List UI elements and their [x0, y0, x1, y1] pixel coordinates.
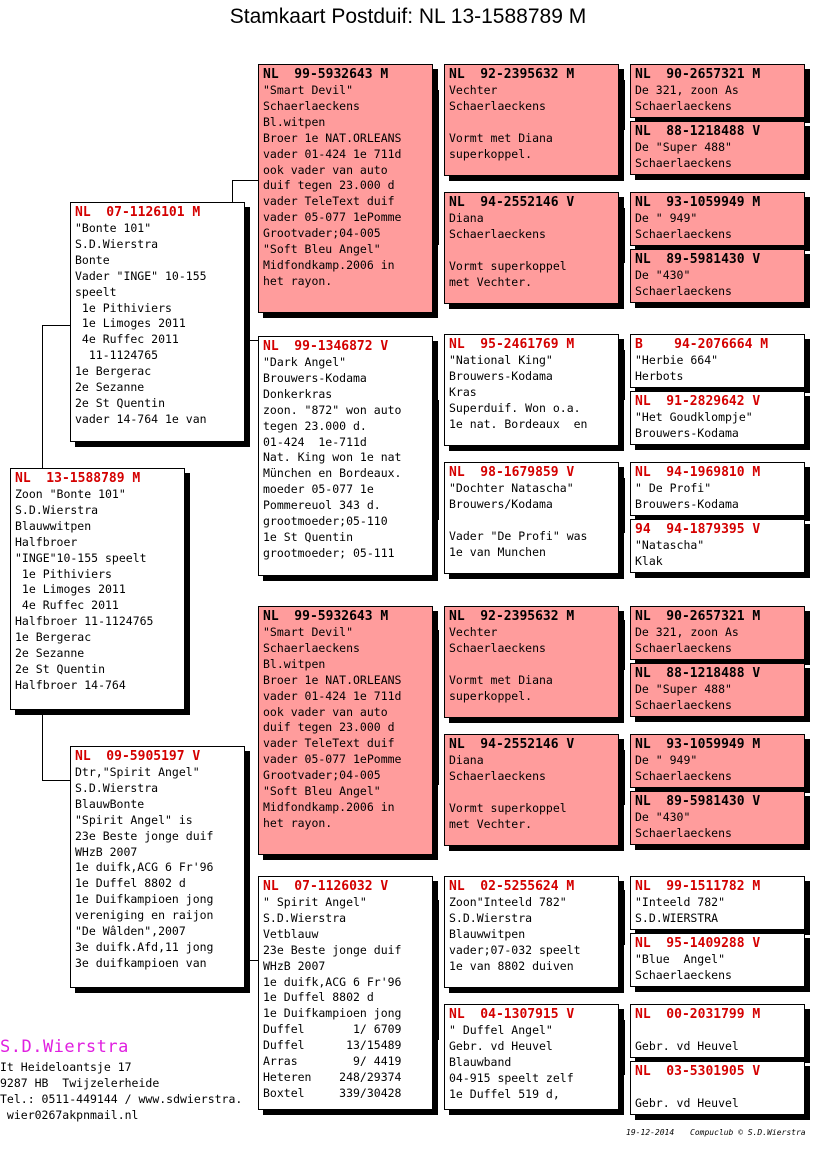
pedigree-card-g7 — [630, 462, 805, 516]
pedigree-text-line: vader 01-424 1e 711d — [263, 688, 402, 703]
pedigree-text-line: Brouwers/Kodama — [449, 496, 553, 511]
pedigree-text-line: München en Bordeaux. — [263, 466, 402, 481]
connector-line — [232, 180, 258, 181]
connector-line — [624, 350, 625, 400]
pedigree-text-line: Blauwband — [449, 1054, 512, 1069]
pedigree-text-line: Schaerlaeckens — [635, 155, 732, 170]
pedigree-text-line: met Vechter. — [449, 816, 533, 831]
pedigree-card-ffm — [444, 192, 619, 304]
pedigree-text-line — [449, 657, 615, 673]
pedigree-text-line: Schaerlaeckens — [635, 697, 732, 712]
pedigree-card-g13 — [630, 876, 805, 930]
pedigree-text-line: Schaerlaeckens — [635, 283, 732, 298]
pedigree-text-line: Arras 9/ 4419 — [263, 1054, 402, 1069]
pedigree-text-line: tegen 23.000 d. — [263, 418, 367, 433]
pedigree-text-line: Duffel 1/ 6709 — [263, 1022, 402, 1037]
ring-number: NL 90-2657321 M — [635, 67, 761, 82]
pedigree-text-line: Grootvader;04-005 — [263, 768, 381, 783]
pedigree-text-line: vader TeleText duif — [263, 736, 395, 751]
connector-line — [438, 90, 439, 245]
pedigree-text-line: 23e Beste jonge duif — [263, 942, 402, 957]
connector-line — [624, 80, 625, 130]
pedigree-card-g12 — [630, 791, 805, 845]
pedigree-text-line: zoon. "872" won auto — [263, 402, 402, 417]
pedigree-text-line: Midfondkamp.2006 in — [263, 257, 395, 272]
pedigree-card-mother-mother — [258, 876, 433, 1110]
connector-line — [438, 900, 439, 1040]
pedigree-text-line: vader 05-077 1ePomme — [263, 752, 402, 767]
pedigree-text-line: Superduif. Won o.a. — [449, 400, 581, 415]
pedigree-text-line: S.D.Wierstra — [15, 502, 99, 517]
pedigree-text-line: Vormt superkoppel — [449, 258, 567, 273]
pedigree-text-line: superkoppel. — [449, 146, 533, 161]
pedigree-card-fmf — [444, 334, 619, 446]
ring-number: NL 99-5932643 M — [263, 609, 389, 624]
pedigree-card-g16 — [630, 1061, 805, 1115]
pedigree-text-line: "Smart Devil" — [263, 625, 354, 639]
pedigree-text-line: BlauwBonte — [75, 796, 145, 811]
ring-number: NL 95-2461769 M — [449, 337, 575, 352]
connector-line — [624, 620, 625, 670]
pedigree-text-line: "Soft Bleu Angel" — [263, 784, 381, 799]
connector-line — [42, 780, 70, 781]
pedigree-text-line: Duffel 13/15489 — [263, 1038, 402, 1053]
pedigree-text-line: Diana — [449, 211, 484, 225]
pedigree-text-line: S.D.Wierstra — [449, 910, 533, 925]
pedigree-text-line: De "430" — [635, 810, 691, 824]
pedigree-text-line: Schaerlaeckens — [449, 98, 546, 113]
pedigree-text-line: Boxtel 339/30428 — [263, 1085, 402, 1100]
pedigree-text-line: "Blue Angel" — [635, 952, 726, 966]
pedigree-text-line: 1e Duifkampioen jong — [75, 892, 214, 907]
pedigree-text-line: "Dochter Natascha" — [449, 481, 574, 495]
pedigree-text-line: Halfbroer — [15, 534, 78, 549]
ring-number: NL 89-5981430 V — [635, 252, 761, 267]
pedigree-text-line: S.D.Wierstra — [263, 910, 347, 925]
pedigree-text-line: grootmoeder; 05-111 — [263, 545, 395, 560]
pedigree-text-line: Vormt met Diana — [449, 672, 553, 687]
pedigree-text-line: "INGE"10-155 speelt — [15, 550, 147, 565]
pedigree-text-line: het rayon. — [263, 815, 333, 830]
pedigree-text-line: Gebr. vd Heuvel — [635, 1038, 739, 1053]
pedigree-card-fmm — [444, 462, 619, 574]
pedigree-text-line: " Spirit Angel" — [263, 895, 367, 909]
pedigree-text-line: Vechter — [449, 83, 498, 97]
pedigree-text-line: 1e duifk,ACG 6 Fr'96 — [263, 974, 402, 989]
ring-number: NL 02-5255624 M — [449, 879, 575, 894]
pedigree-card-g3 — [630, 192, 805, 246]
pedigree-text-line: Halfbroer 14-764 — [15, 677, 126, 692]
pedigree-card-g10 — [630, 663, 805, 717]
connector-line — [438, 400, 439, 520]
pedigree-card-g6 — [630, 391, 805, 445]
pedigree-text-line: 2e Sezanne — [15, 646, 85, 661]
pedigree-card-mff — [444, 606, 619, 718]
pedigree-text-line: Vechter — [449, 625, 498, 639]
pedigree-text-line: Vader "INGE" 10-155 — [75, 268, 207, 283]
pedigree-text-line: Vormt met Diana — [449, 130, 553, 145]
pedigree-text-line: Bl.witpen — [263, 656, 326, 671]
pedigree-text-line: 1e duifk,ACG 6 Fr'96 — [75, 860, 214, 875]
pedigree-text-line: "Inteeld 782" — [635, 895, 726, 909]
ring-number: NL 09-5905197 V — [75, 749, 201, 764]
pedigree-text-line: "Spirit Angel" is — [75, 812, 193, 827]
ring-number: 94 94-1879395 V — [635, 522, 761, 537]
pedigree-text-line: Diana — [449, 753, 484, 767]
pedigree-card-g14 — [630, 933, 805, 987]
pedigree-text-line: De "430" — [635, 268, 691, 282]
pedigree-text-line: WHzB 2007 — [75, 844, 138, 859]
pedigree-text-line: De 321, zoon As — [635, 83, 739, 97]
pedigree-text-line: Pommereuol 343 d. — [263, 498, 381, 513]
ring-number: NL 88-1218488 V — [635, 124, 761, 139]
pedigree-text-line: "Natascha" — [635, 538, 705, 552]
pedigree-card-father-mother — [258, 336, 433, 576]
pedigree-text-line: "Herbie 664" — [635, 353, 719, 367]
pedigree-text-line: Schaerlaeckens — [449, 640, 546, 655]
pedigree-text-line: 1e Bergerac — [15, 630, 92, 645]
connector-line — [624, 1020, 625, 1075]
pedigree-text-line: 3e duifk.Afd,11 jong — [75, 939, 214, 954]
pedigree-text-line: speelt — [75, 284, 117, 299]
connector-line — [624, 478, 625, 533]
pedigree-text-line: "Het Goudklompje" — [635, 410, 753, 424]
pedigree-text-line: 1e Pithiviers — [15, 566, 112, 581]
pedigree-text-line — [449, 513, 615, 529]
pedigree-text-line: vader 14-764 1e van — [75, 411, 207, 426]
pedigree-text-line: Grootvader;04-005 — [263, 226, 381, 241]
ring-number: NL 89-5981430 V — [635, 794, 761, 809]
pedigree-text-line: "De Wâlden",2007 — [75, 924, 186, 939]
pedigree-text-line: Schaerlaeckens — [263, 98, 360, 113]
pedigree-text-line: Bonte — [75, 252, 110, 267]
pedigree-card-g9 — [630, 606, 805, 660]
pedigree-text-line: 1e Limoges 2011 — [15, 582, 126, 597]
connector-line — [624, 750, 625, 805]
ring-number: NL 88-1218488 V — [635, 666, 761, 681]
pedigree-text-line: Donkerkras — [263, 386, 333, 401]
pedigree-text-line: Schaerlaeckens — [449, 226, 546, 241]
ring-number: NL 07-1126101 M — [75, 205, 201, 220]
connector-line — [42, 325, 70, 326]
pedigree-text-line: 2e St Quentin — [75, 395, 166, 410]
pedigree-card-g8 — [630, 519, 805, 573]
pedigree-text-line: 2e Sezanne — [75, 380, 145, 395]
pedigree-text-line: Halfbroer 11-1124765 — [15, 614, 154, 629]
pedigree-text-line: De "Super 488" — [635, 682, 732, 696]
pedigree-card-g15 — [630, 1004, 805, 1058]
pedigree-text-line: Schaerlaeckens — [635, 640, 732, 655]
ring-number: NL 00-2031799 M — [635, 1007, 761, 1022]
pedigree-text-line: 1e Limoges 2011 — [75, 316, 186, 331]
pedigree-text-line: moeder 05-077 1e — [263, 482, 374, 497]
pedigree-text-line: Vader "De Profi" was — [449, 528, 588, 543]
connector-line — [42, 710, 43, 780]
pedigree-card-mmf — [444, 876, 619, 988]
pedigree-text-line: "National King" — [449, 353, 553, 367]
pedigree-text-line: Schaerlaeckens — [635, 226, 732, 241]
pedigree-text-line: Schaerlaeckens — [449, 768, 546, 783]
owner-name: S.D.Wierstra — [0, 1037, 129, 1057]
pedigree-text-line: Schaerlaeckens — [635, 967, 732, 982]
ring-number: NL 07-1126032 V — [263, 879, 389, 894]
pedigree-text-line: Klak — [635, 553, 663, 568]
pedigree-card-g5 — [630, 334, 805, 388]
pedigree-card-mother — [70, 746, 245, 988]
pedigree-text-line: vader 05-077 1ePomme — [263, 210, 402, 225]
pedigree-text-line: Broer 1e NAT.ORLEANS — [263, 130, 402, 145]
pedigree-text-line — [449, 785, 615, 801]
ring-number: NL 99-1511782 M — [635, 879, 761, 894]
pedigree-text-line: Vetblauw — [263, 926, 319, 941]
ring-number: NL 99-1346872 V — [263, 339, 389, 354]
pedigree-text-line: 1e St Quentin — [263, 529, 354, 544]
pedigree-card-mmm — [444, 1004, 619, 1110]
pedigree-text-line: vader TeleText duif — [263, 194, 395, 209]
pedigree-card-g1 — [630, 64, 805, 118]
pedigree-text-line: ook vader van auto — [263, 704, 388, 719]
pedigree-text-line: "Smart Devil" — [263, 83, 354, 97]
pedigree-text-line — [635, 1023, 801, 1039]
pedigree-text-line: De 321, zoon As — [635, 625, 739, 639]
pedigree-text-line — [449, 115, 615, 131]
pedigree-text-line: 1e van Munchen — [449, 544, 546, 559]
pedigree-text-line: met Vechter. — [449, 274, 533, 289]
pedigree-text-line: Blauwwitpen — [449, 926, 526, 941]
pedigree-text-line: 2e St Quentin — [15, 661, 106, 676]
pedigree-card-father-father — [258, 64, 433, 313]
ring-number: NL 92-2395632 M — [449, 67, 575, 82]
pedigree-text-line: ook vader van auto — [263, 162, 388, 177]
pedigree-text-line: WHzB 2007 — [263, 958, 326, 973]
pedigree-text-line: S.D.Wierstra — [75, 236, 159, 251]
pedigree-text-line: superkoppel. — [449, 688, 533, 703]
pedigree-text-line: 1e Pithiviers — [75, 300, 172, 315]
owner-address-street: It Heideloantsje 17 — [0, 1060, 132, 1074]
ring-number: NL 03-5301905 V — [635, 1064, 761, 1079]
pedigree-text-line: 1e Duifkampioen jong — [263, 1006, 402, 1021]
owner-address-city: 9287 HB Twijzelerheide — [0, 1076, 160, 1090]
connector-line — [42, 325, 43, 469]
pedigree-text-line: 1e nat. Bordeaux en — [449, 416, 588, 431]
pedigree-text-line: 4e Ruffec 2011 — [75, 332, 179, 347]
pedigree-text-line: Gebr. vd Heuvel — [449, 1038, 553, 1053]
ring-number: NL 99-5932643 M — [263, 67, 389, 82]
ring-number: NL 91-2829642 V — [635, 394, 761, 409]
pedigree-text-line: "Dark Angel" — [263, 355, 347, 369]
pedigree-text-line: Zoon"Inteeld 782" — [449, 895, 567, 909]
ring-number: NL 93-1059949 M — [635, 737, 761, 752]
pedigree-text-line: duif tegen 23.000 d — [263, 720, 395, 735]
pedigree-text-line: 04-915 speelt zelf — [449, 1070, 574, 1085]
ring-number: NL 94-1969810 M — [635, 465, 761, 480]
pedigree-text-line: het rayon. — [263, 273, 333, 288]
connector-line — [438, 630, 439, 785]
pedigree-text-line: 11-1124765 — [75, 348, 159, 363]
footer-date: 19-12-2014 — [626, 1128, 675, 1137]
pedigree-text-line: " De Profi" — [635, 481, 712, 495]
page-title: Stamkaart Postduif: NL 13-1588789 M — [229, 5, 587, 28]
pedigree-text-line: Dtr,"Spirit Angel" — [75, 765, 200, 779]
pedigree-text-line: Schaerlaeckens — [635, 825, 732, 840]
pedigree-text-line: Vormt superkoppel — [449, 800, 567, 815]
pedigree-text-line: Bl.witpen — [263, 114, 326, 129]
owner-contact: Tel.: 0511-449144 / www.sdwierstra. — [0, 1092, 243, 1106]
pedigree-text-line: Gebr. vd Heuvel — [635, 1095, 739, 1110]
pedigree-text-line: vader;07-032 speelt — [449, 942, 581, 957]
pedigree-text-line: Blauwwitpen — [15, 518, 92, 533]
pedigree-text-line: " Duffel Angel" — [449, 1023, 553, 1037]
pedigree-text-line: duif tegen 23.000 d — [263, 178, 395, 193]
pedigree-card-mfm — [444, 734, 619, 846]
owner-email: wier0267akpnmail.nl — [0, 1108, 139, 1122]
pedigree-text-line: 1e Duffel 519 d, — [449, 1086, 560, 1101]
pedigree-text-line: Schaerlaeckens — [635, 98, 732, 113]
ring-number: NL 94-2552146 V — [449, 195, 575, 210]
ring-number: NL 93-1059949 M — [635, 195, 761, 210]
pedigree-text-line: 01-424 1e-711d — [263, 434, 367, 449]
connector-line — [624, 890, 625, 945]
pedigree-text-line: Nat. King won 1e nat — [263, 450, 402, 465]
pedigree-card-father — [70, 202, 245, 442]
pedigree-text-line: Brouwers-Kodama — [263, 370, 367, 385]
pedigree-text-line: grootmoeder;05-110 — [263, 514, 388, 529]
pedigree-text-line — [635, 1080, 801, 1096]
footer-credit: Compuclub © S.D.Wierstra — [690, 1128, 806, 1137]
pedigree-text-line: De "Super 488" — [635, 140, 732, 154]
pedigree-text-line: Kras — [449, 384, 477, 399]
pedigree-text-line — [449, 243, 615, 259]
pedigree-text-line: Zoon "Bonte 101" — [15, 487, 126, 501]
pedigree-text-line: Herbots — [635, 368, 684, 383]
pedigree-text-line: Brouwers-Kodama — [635, 496, 739, 511]
pedigree-text-line: 23e Beste jonge duif — [75, 828, 214, 843]
pedigree-card-g4 — [630, 249, 805, 303]
pedigree-text-line: Broer 1e NAT.ORLEANS — [263, 672, 402, 687]
pedigree-text-line: Brouwers-Kodama — [635, 425, 739, 440]
ring-number: NL 92-2395632 M — [449, 609, 575, 624]
pedigree-text-line: "Bonte 101" — [75, 221, 152, 235]
pedigree-text-line: De " 949" — [635, 753, 698, 767]
ring-number: NL 94-2552146 V — [449, 737, 575, 752]
pedigree-card-subject — [10, 468, 185, 710]
pedigree-text-line: vereniging en raijon — [75, 908, 214, 923]
pedigree-text-line: Schaerlaeckens — [263, 640, 360, 655]
ring-number: NL 98-1679859 V — [449, 465, 575, 480]
ring-number: B 94-2076664 M — [635, 337, 769, 352]
pedigree-text-line: 4e Ruffec 2011 — [15, 598, 119, 613]
pedigree-card-mother-father — [258, 606, 433, 855]
pedigree-text-line: vader 01-424 1e 711d — [263, 146, 402, 161]
pedigree-card-g2 — [630, 121, 805, 175]
ring-number: NL 95-1409288 V — [635, 936, 761, 951]
pedigree-text-line: Brouwers-Kodama — [449, 368, 553, 383]
pedigree-text-line: Schaerlaeckens — [635, 768, 732, 783]
pedigree-text-line: 1e Duffel 8802 d — [75, 876, 186, 891]
pedigree-text-line: S.D.WIERSTRA — [635, 910, 719, 925]
pedigree-text-line: 1e Duffel 8802 d — [263, 990, 374, 1005]
pedigree-text-line: 1e van 8802 duiven — [449, 958, 574, 973]
pedigree-text-line: Heteren 248/29374 — [263, 1069, 402, 1084]
pedigree-text-line: Midfondkamp.2006 in — [263, 799, 395, 814]
ring-number: NL 04-1307915 V — [449, 1007, 575, 1022]
pedigree-text-line: S.D.Wierstra — [75, 780, 159, 795]
pedigree-card-g11 — [630, 734, 805, 788]
connector-line — [624, 208, 625, 263]
pedigree-text-line: "Soft Bleu Angel" — [263, 242, 381, 257]
pedigree-text-line: De " 949" — [635, 211, 698, 225]
pedigree-text-line: 3e duifkampioen van — [75, 955, 207, 970]
ring-number: NL 90-2657321 M — [635, 609, 761, 624]
pedigree-card-fff — [444, 64, 619, 176]
ring-number: NL 13-1588789 M — [15, 471, 141, 486]
pedigree-text-line: 1e Bergerac — [75, 364, 152, 379]
